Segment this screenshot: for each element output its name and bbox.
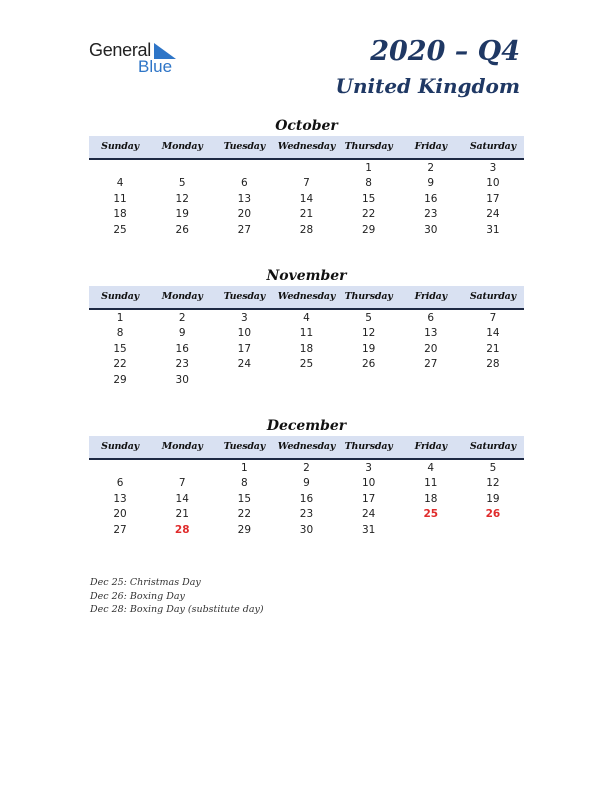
day-cell: 1 <box>116 312 124 324</box>
day-cell: 12 <box>175 192 189 205</box>
week-row <box>89 326 524 341</box>
day-cell: 2 <box>303 462 310 474</box>
day-cell: 15 <box>113 342 127 355</box>
day-cell <box>89 161 151 176</box>
day-cell: 22 <box>361 208 376 221</box>
month-december <box>89 416 524 538</box>
day-cell: 5 <box>178 177 186 190</box>
day-cell: 29 <box>361 223 376 236</box>
day-cell: 30 <box>299 523 314 536</box>
day-cell: 12 <box>361 327 376 340</box>
holiday-note: Dec 25: Christmas Day <box>90 577 201 588</box>
month-name: December <box>266 418 347 434</box>
day-cell: 6 <box>241 177 248 190</box>
day-cell: 15 <box>361 192 376 205</box>
day-cell: 4 <box>303 312 310 324</box>
day-cell: 30 <box>175 373 189 386</box>
day-cell: 21 <box>299 208 314 221</box>
month-november <box>89 266 524 388</box>
day-cell: 30 <box>424 223 438 236</box>
day-cell: 1 <box>241 462 248 474</box>
weekday-label: Friday <box>414 141 447 152</box>
weekday-label: Tuesday <box>223 141 266 152</box>
day-cell: 8 <box>241 477 248 490</box>
month-name: November <box>266 268 347 284</box>
day-cell: 31 <box>361 523 376 536</box>
week-row <box>89 176 524 191</box>
day-cell <box>400 373 462 388</box>
day-cell: 7 <box>178 477 186 490</box>
day-cell <box>89 461 151 476</box>
month-october <box>89 116 524 238</box>
day-cell: 15 <box>237 492 252 505</box>
month-name: October <box>275 118 338 134</box>
day-cell: 11 <box>424 477 438 490</box>
day-cell: 25 <box>113 223 127 236</box>
day-cell: 26 <box>175 223 189 236</box>
week-row <box>89 192 524 207</box>
day-cell: 2 <box>178 312 186 324</box>
day-cell: 9 <box>178 327 186 340</box>
day-cell: 16 <box>175 342 189 355</box>
day-cell: 7 <box>489 312 497 324</box>
day-cell: 20 <box>113 508 127 521</box>
day-cell: 17 <box>237 342 252 355</box>
weekday-label: Wednesday <box>277 291 336 302</box>
day-cell: 17 <box>361 492 376 505</box>
day-cell: 6 <box>116 477 124 490</box>
day-cell: 24 <box>486 208 500 221</box>
day-cell: 24 <box>237 358 252 371</box>
day-cell: 13 <box>237 192 252 205</box>
day-cell <box>213 161 275 176</box>
day-cell: 31 <box>486 223 500 236</box>
day-cell: 14 <box>175 492 189 505</box>
week-row <box>89 357 524 372</box>
day-cell: 4 <box>427 462 435 474</box>
day-cell: 5 <box>365 312 372 324</box>
weekday-label: Wednesday <box>277 441 336 452</box>
holiday-notes <box>90 576 264 617</box>
day-cell: 13 <box>424 327 438 340</box>
week-row <box>89 342 524 357</box>
weekday-header-row <box>89 136 524 160</box>
day-cell <box>400 523 462 538</box>
day-cell <box>275 373 337 388</box>
day-cell: 5 <box>489 462 497 474</box>
day-cell: 4 <box>116 177 124 190</box>
day-cell <box>151 461 213 476</box>
weekday-label: Tuesday <box>223 291 266 302</box>
day-cell: 27 <box>237 223 252 236</box>
day-cell: 10 <box>486 177 500 190</box>
weekday-label: Saturday <box>469 441 516 452</box>
day-cell: 23 <box>175 358 189 371</box>
day-cell: 23 <box>299 508 314 521</box>
day-cell: 18 <box>113 208 127 221</box>
weekday-label: Monday <box>161 291 203 302</box>
weekday-label: Thursday <box>344 141 393 152</box>
week-row <box>89 373 524 388</box>
week-row <box>89 492 524 507</box>
day-cell: 21 <box>175 508 189 521</box>
weekday-label: Monday <box>161 141 203 152</box>
day-cell <box>462 523 524 538</box>
day-cell <box>275 161 337 176</box>
weekday-label: Saturday <box>469 291 516 302</box>
logo-general-text: General <box>89 40 151 60</box>
day-cell: 22 <box>237 508 252 521</box>
weekday-header-row <box>89 286 524 310</box>
week-row <box>89 223 524 238</box>
day-cell: 2 <box>427 162 435 174</box>
day-cell: 13 <box>113 492 127 505</box>
day-cell: 20 <box>424 342 438 355</box>
day-cell: 9 <box>427 177 435 190</box>
day-cell: 19 <box>175 208 189 221</box>
day-cell: 11 <box>299 327 314 340</box>
day-cell: 29 <box>237 523 252 536</box>
day-cell: 3 <box>489 162 497 174</box>
day-cell: 8 <box>365 177 372 190</box>
week-row <box>89 311 524 326</box>
week-row <box>89 507 524 522</box>
day-cell: 10 <box>237 327 252 340</box>
day-cell: 16 <box>299 492 314 505</box>
day-cell: 12 <box>486 477 500 490</box>
day-cell: 3 <box>241 312 248 324</box>
holiday-day-cell: 25 <box>423 508 439 521</box>
day-cell: 7 <box>303 177 310 190</box>
weekday-label: Sunday <box>101 291 139 302</box>
holiday-note: Dec 26: Boxing Day <box>90 590 185 602</box>
day-cell <box>338 373 400 388</box>
day-cell <box>151 161 213 176</box>
weekday-label: Wednesday <box>277 141 336 152</box>
day-cell: 16 <box>424 192 438 205</box>
day-cell: 10 <box>361 477 376 490</box>
weekday-label: Friday <box>414 441 447 452</box>
day-cell: 28 <box>486 358 500 371</box>
day-cell: 27 <box>424 358 438 371</box>
holiday-note: Dec 28: Boxing Day (substitute day) <box>90 604 264 615</box>
week-row <box>89 523 524 538</box>
weekday-label: Monday <box>161 441 203 452</box>
day-cell: 27 <box>113 523 127 536</box>
day-cell: 11 <box>113 192 127 205</box>
generalblue-logo <box>89 40 189 80</box>
day-cell: 20 <box>237 208 252 221</box>
day-cell: 14 <box>486 327 500 340</box>
weekday-header-row <box>89 436 524 460</box>
day-cell: 21 <box>486 342 500 355</box>
weekday-label: Sunday <box>101 141 139 152</box>
logo-blue-text: Blue <box>138 57 173 76</box>
weekday-label: Friday <box>414 291 447 302</box>
week-row <box>89 207 524 222</box>
day-cell: 9 <box>303 477 310 490</box>
day-cell: 6 <box>427 312 435 324</box>
day-cell: 22 <box>113 358 127 371</box>
day-cell: 25 <box>299 358 314 371</box>
holiday-day-cell: 26 <box>485 508 501 521</box>
day-cell: 1 <box>365 162 372 174</box>
weekday-label: Tuesday <box>223 441 266 452</box>
weekday-label: Sunday <box>101 441 139 452</box>
day-cell <box>213 373 275 388</box>
week-row <box>89 461 524 476</box>
country-subtitle: United Kingdom <box>335 74 520 98</box>
day-cell: 26 <box>361 358 376 371</box>
day-cell: 3 <box>365 462 372 474</box>
day-cell: 29 <box>113 373 127 386</box>
page-title: 2020 – Q4 <box>370 36 520 67</box>
day-cell: 14 <box>299 192 314 205</box>
day-cell: 18 <box>299 342 314 355</box>
day-cell: 19 <box>486 492 500 505</box>
weekday-label: Saturday <box>469 141 516 152</box>
day-cell: 23 <box>424 208 438 221</box>
week-row <box>89 476 524 491</box>
day-cell: 19 <box>361 342 376 355</box>
week-row <box>89 161 524 176</box>
day-cell: 18 <box>424 492 438 505</box>
day-cell: 24 <box>361 508 376 521</box>
day-cell: 8 <box>116 327 124 340</box>
day-cell: 28 <box>299 223 314 236</box>
weekday-label: Thursday <box>344 441 393 452</box>
holiday-day-cell: 28 <box>174 523 190 536</box>
day-cell <box>462 373 524 388</box>
day-cell: 17 <box>486 192 500 205</box>
weekday-label: Thursday <box>344 291 393 302</box>
